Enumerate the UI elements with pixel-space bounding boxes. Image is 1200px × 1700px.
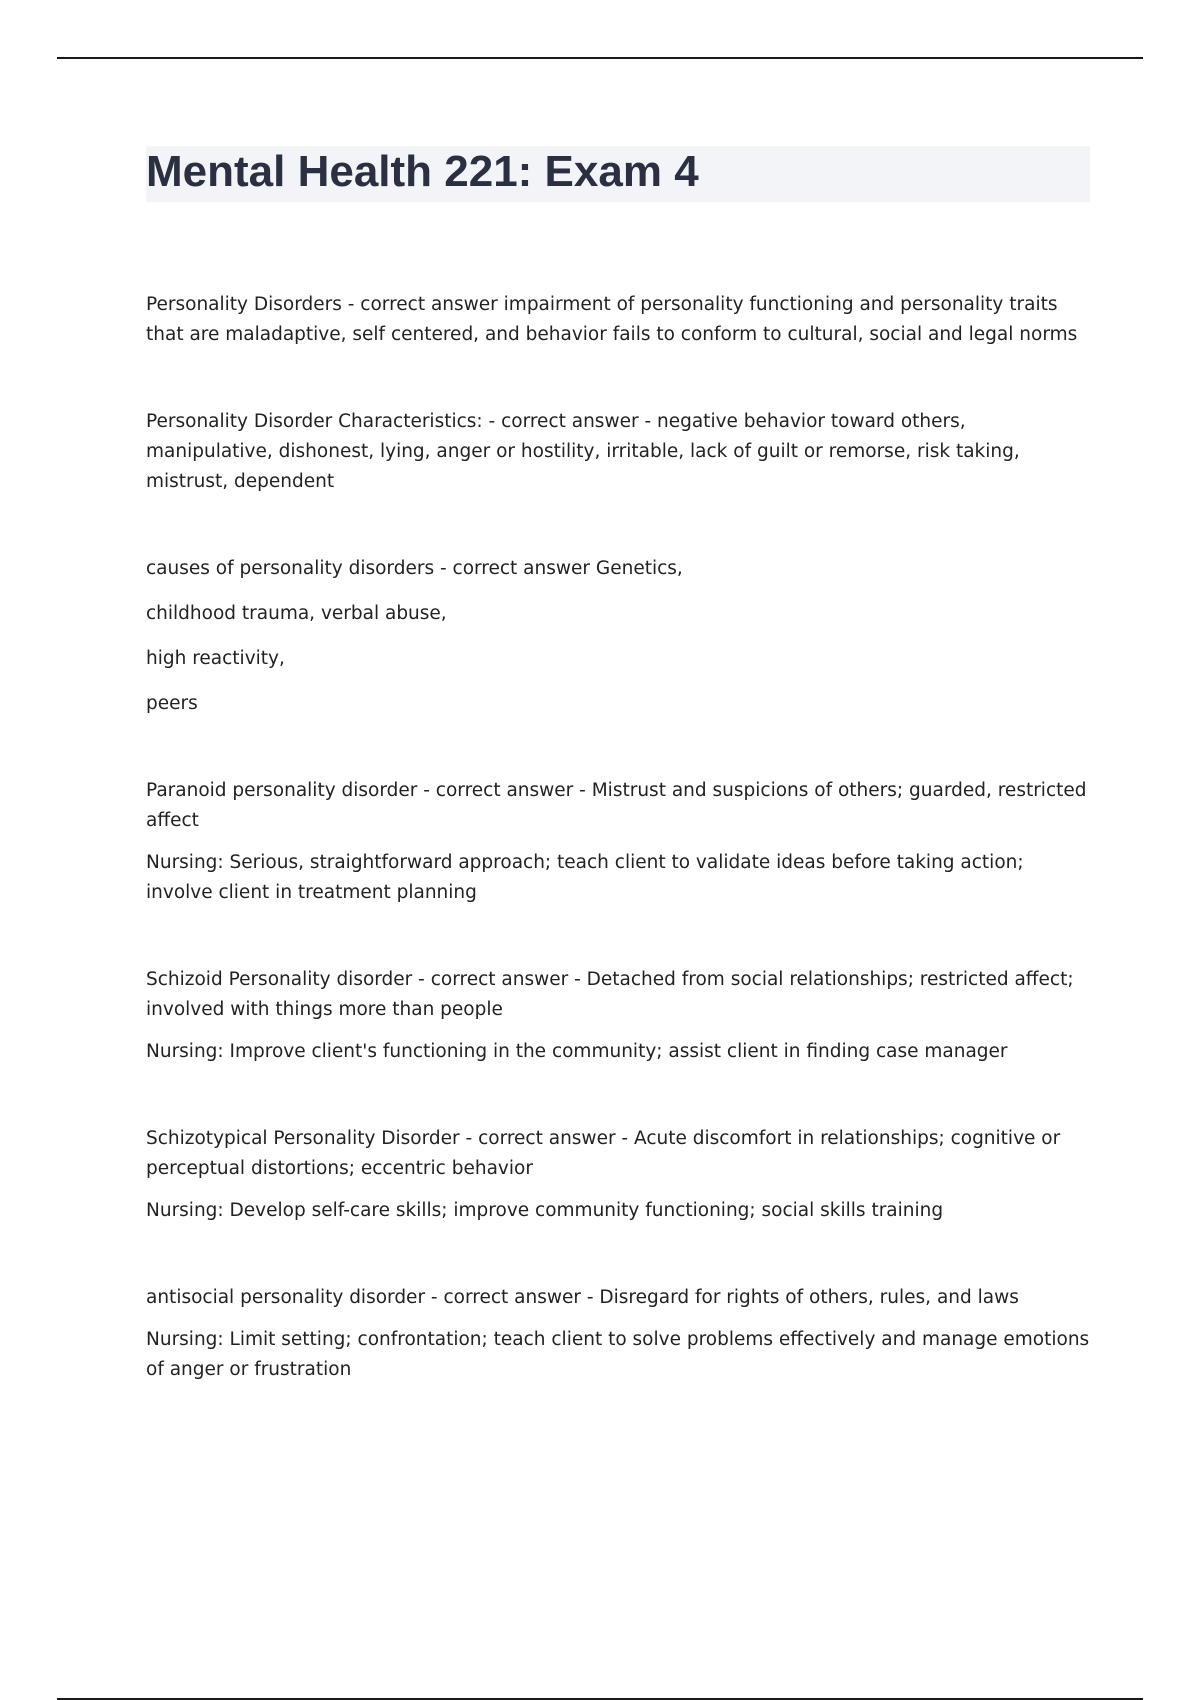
nursing-note: Nursing: Develop self-care skills; improve community functioning; social skills training xyxy=(146,1200,944,1221)
entry-text: Personality Disorder Characteristics: - correct answer - negative behavior toward others, manipulative, dishonest, lying, anger or hostility, irritable, lack of guilt or remorse, risk taking, mistrust, dependent xyxy=(146,411,1020,492)
entry-text: causes of personality disorders - correct answer Genetics, xyxy=(146,558,683,579)
entry-text: peers xyxy=(146,693,198,714)
top-rule xyxy=(57,57,1143,59)
flashcard-entry xyxy=(146,554,1091,719)
entry-text: Schizoid Personality disorder - correct answer - Detached from social relationships; restricted affect; involved with things more than people xyxy=(146,969,1074,1020)
entry-text: Personality Disorders - correct answer impairment of personality functioning and personality traits that are maladaptive, self centered, and behavior fails to conform to cultural, social and legal norms xyxy=(146,294,1078,345)
flashcard-entry xyxy=(146,965,1091,1067)
flashcard-entry xyxy=(146,1283,1091,1385)
flashcard-entry xyxy=(146,290,1091,350)
nursing-note: Nursing: Improve client's functioning in the community; assist client in finding case manager xyxy=(146,1041,1008,1062)
entry-text: antisocial personality disorder - correct answer - Disregard for rights of others, rules, and laws xyxy=(146,1287,1019,1308)
entry-text: childhood trauma, verbal abuse, xyxy=(146,603,447,624)
nursing-note: Nursing: Serious, straightforward approach; teach client to validate ideas before taking action; involve client in treatment planning xyxy=(146,852,1024,903)
document-body xyxy=(146,290,1091,1442)
page-title: Mental Health 221: Exam 4 xyxy=(146,147,699,196)
flashcard-entry xyxy=(146,1124,1091,1226)
entry-text: Paranoid personality disorder - correct answer - Mistrust and suspicions of others; guarded, restricted affect xyxy=(146,780,1087,831)
flashcard-entry xyxy=(146,776,1091,908)
flashcard-entry xyxy=(146,407,1091,497)
entry-text: high reactivity, xyxy=(146,648,285,669)
entry-text: Schizotypical Personality Disorder - correct answer - Acute discomfort in relationships; cognitive or perceptual distortions; eccentric behavior xyxy=(146,1128,1061,1179)
nursing-note: Nursing: Limit setting; confrontation; teach client to solve problems effectively and manage emotions of anger or frustration xyxy=(146,1329,1090,1380)
